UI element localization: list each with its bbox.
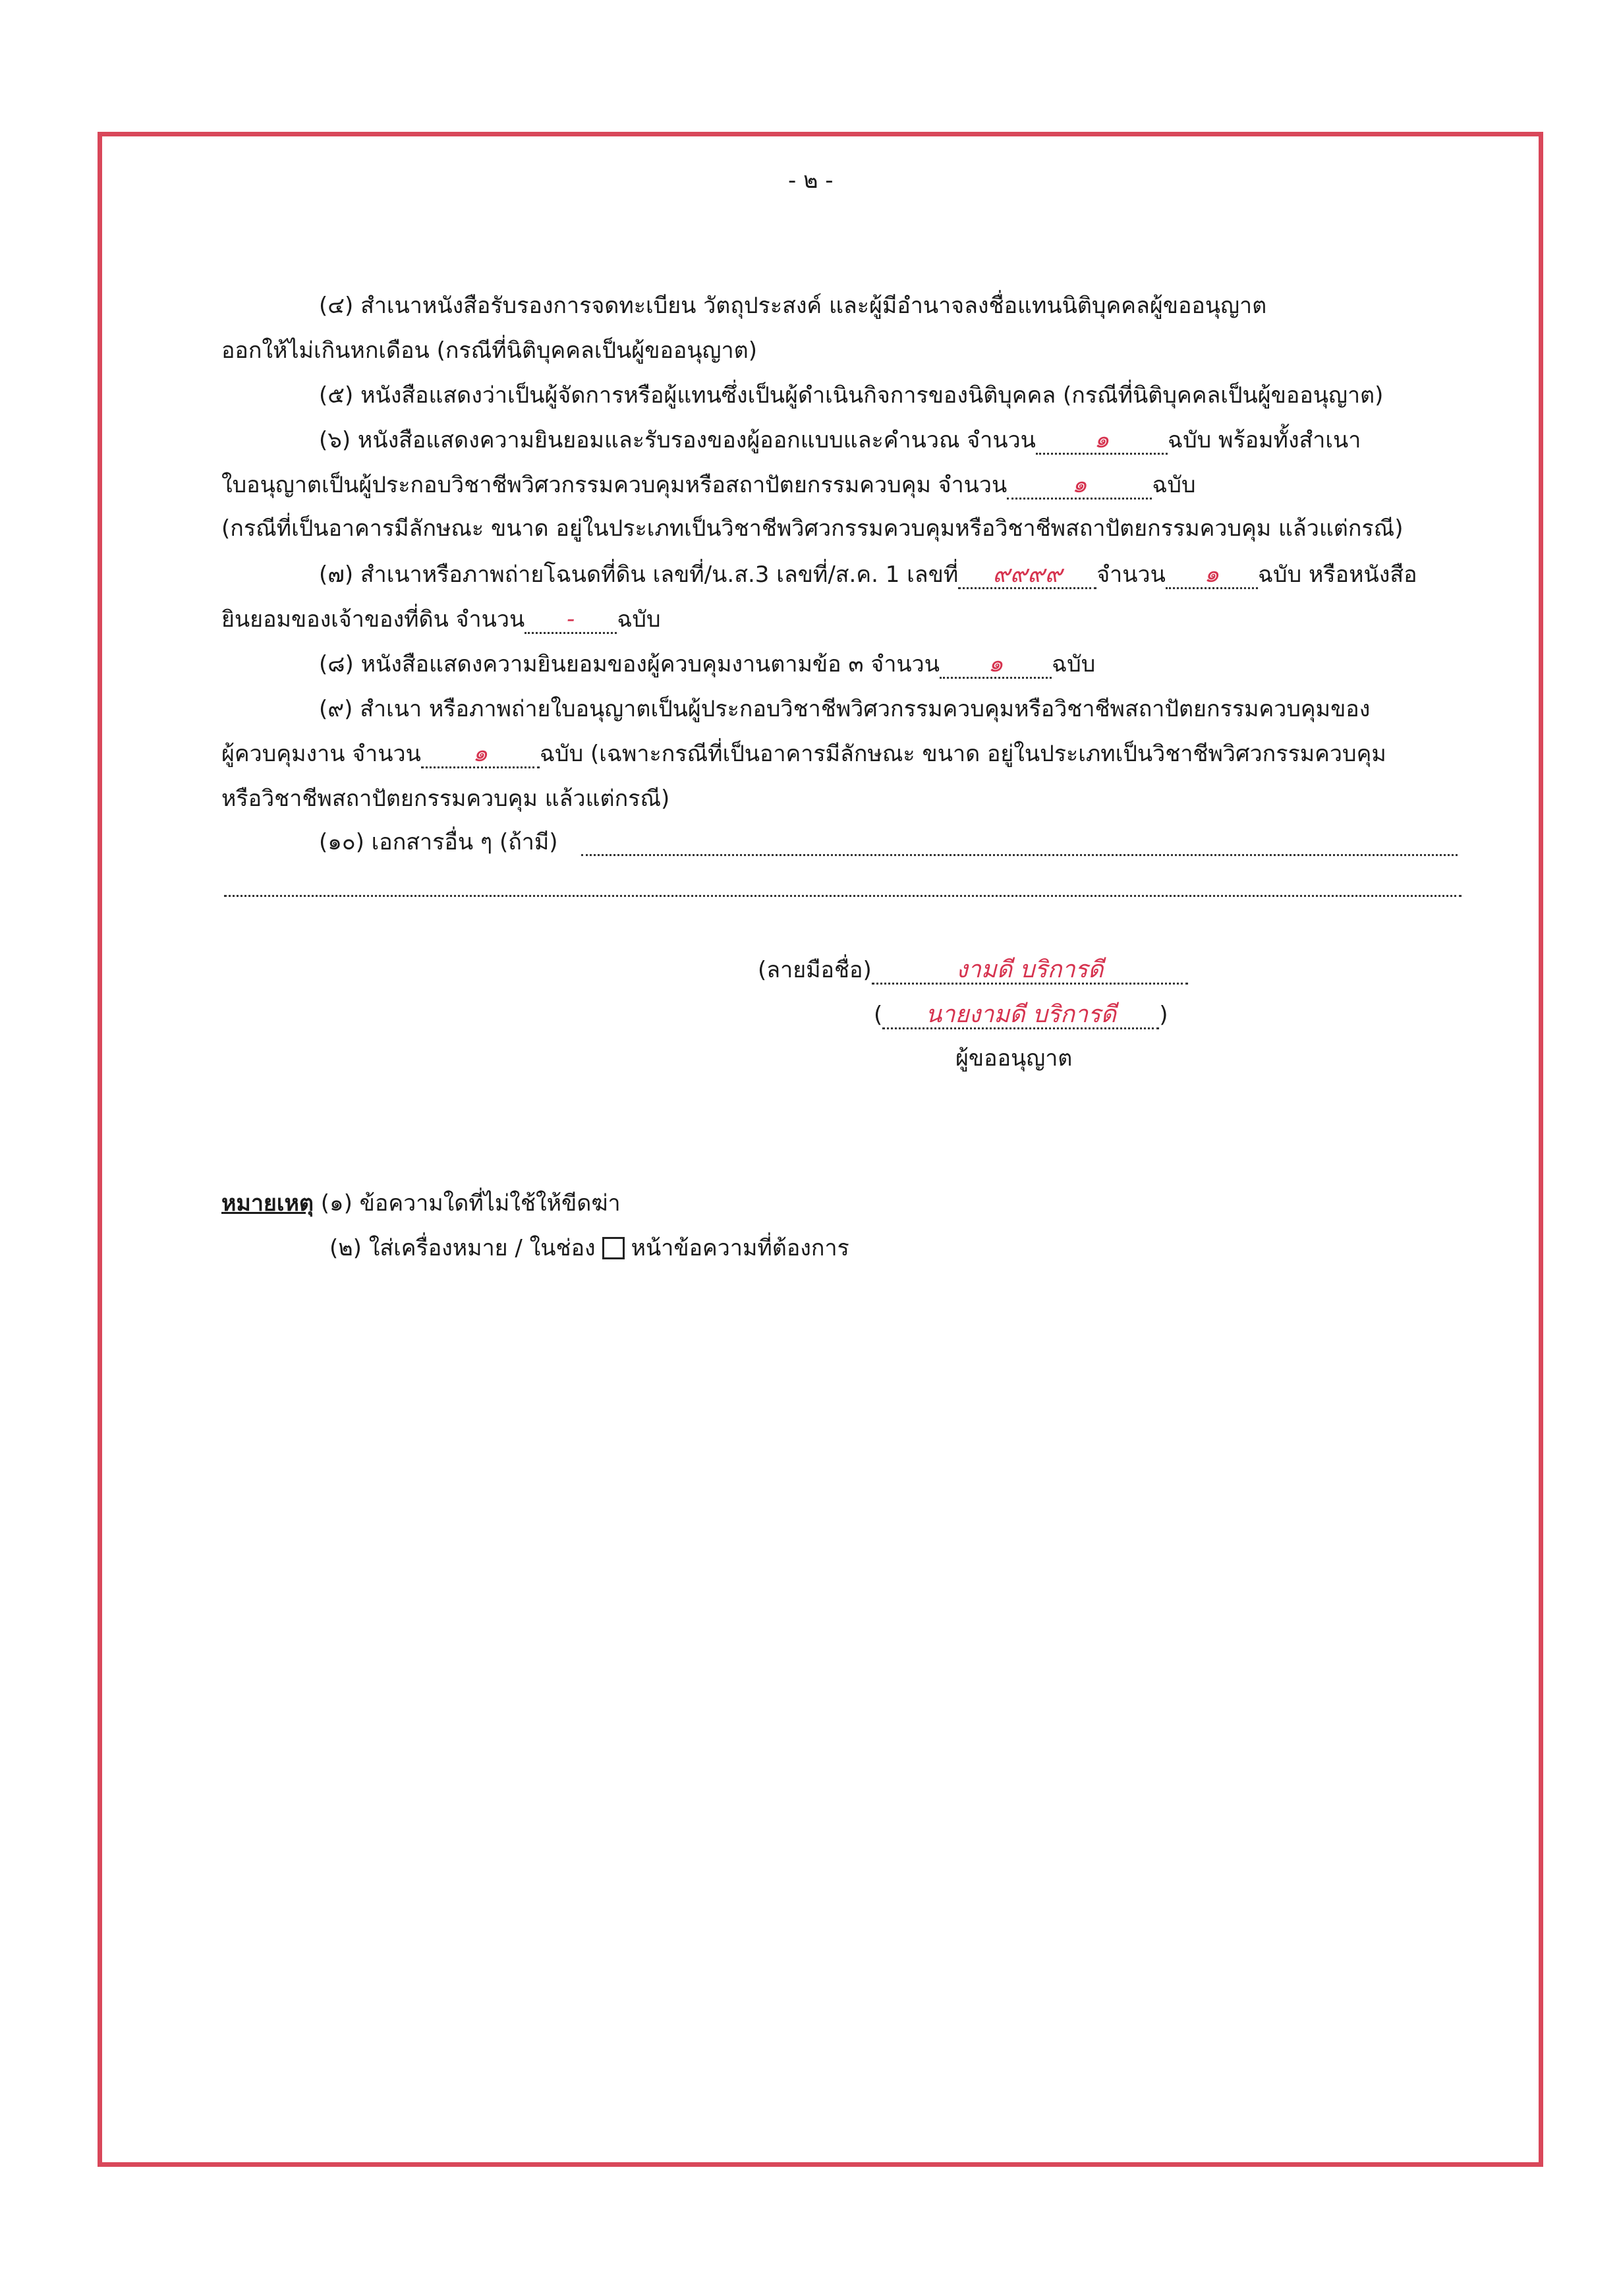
- item-8-count-field[interactable]: ๑: [940, 652, 1052, 679]
- item-4-line1: (๔) สำเนาหนังสือรับรองการจดทะเบียน วัตถุประสงค์ และผู้มีอำนาจลงชื่อแทนนิติบุคคลผู้ขออนุญาต: [319, 293, 1267, 319]
- item-8-text-b: ฉบับ: [1052, 651, 1096, 677]
- remarks-note-2-b: หน้าข้อความที่ต้องการ: [631, 1235, 849, 1261]
- item-7-text-b: จำนวน: [1096, 561, 1166, 588]
- checkbox-icon: [602, 1237, 625, 1259]
- item-6-line1: [319, 426, 1361, 455]
- item-6-text-c: ใบอนุญาตเป็นผู้ประกอบวิชาชีพวิศวกรรมควบคุมหรือสถาปัตยกรรมควบคุม จำนวน: [221, 472, 1008, 498]
- item-6-count-field-2[interactable]: ๑: [1007, 473, 1152, 500]
- applicant-role: ผู้ขออนุญาต: [955, 1045, 1073, 1072]
- printed-name-line: [874, 1000, 1168, 1029]
- item-6-line2: [221, 471, 1196, 500]
- item-9-line1: (๙) สำเนา หรือภาพถ่ายใบอนุญาตเป็นผู้ประกอบวิชาชีพวิศวกรรมควบคุมหรือวิชาชีพสถาปัตยกรรมควบคุมของ: [319, 696, 1371, 722]
- item-7-line2: [221, 605, 661, 634]
- item-6-note: (กรณีที่เป็นอาคารมีลักษณะ ขนาด อยู่ในประเภทเป็นวิชาชีพวิศวกรรมควบคุมหรือวิชาชีพสถาปัตยกรรมควบคุม แล้วแต่กรณี): [221, 515, 1404, 542]
- item-7-text-a: (๗) สำเนาหรือภาพถ่ายโฉนดที่ดิน เลขที่/น.ส.3 เลขที่/ส.ค. 1 เลขที่: [319, 561, 959, 588]
- item-8: [319, 650, 1095, 679]
- item-9-line3: หรือวิชาชีพสถาปัตยกรรมควบคุม แล้วแต่กรณี): [221, 786, 670, 812]
- remarks-heading: หมายเหตุ: [221, 1190, 314, 1217]
- item-7-count-field-2[interactable]: -: [525, 607, 617, 634]
- item-4-line2: ออกให้ไม่เกินหกเดือน (กรณีที่นิติบุคคลเป็นผู้ขออนุญาต): [221, 337, 757, 364]
- item-9-line2: [221, 739, 1386, 768]
- item-7-text-c: ฉบับ หรือหนังสือ: [1257, 561, 1417, 588]
- item-9-text-b: ฉบับ (เฉพาะกรณีที่เป็นอาคารมีลักษณะ ขนาด อยู่ในประเภทเป็นวิชาชีพวิศวกรรมควบคุม: [539, 741, 1386, 767]
- item-6-count-field-1[interactable]: ๑: [1036, 428, 1168, 455]
- remarks-line1: [221, 1189, 621, 1218]
- item-8-text-a: (๘) หนังสือแสดงความยินยอมของผู้ควบคุมงานตามข้อ ๓ จำนวน: [319, 651, 940, 677]
- item-6-text-b: ฉบับ พร้อมทั้งสำเนา: [1167, 427, 1361, 453]
- item-10-fill-line-1[interactable]: [581, 854, 1458, 856]
- signature-line: [758, 956, 1188, 985]
- printed-name-field[interactable]: นายงามดี บริการดี: [882, 1002, 1159, 1029]
- item-10-fill-line-2[interactable]: [224, 895, 1462, 897]
- open-paren: (: [874, 1002, 883, 1028]
- item-10: (๑๐) เอกสารอื่น ๆ (ถ้ามี): [319, 829, 558, 855]
- page-number: - ๒ -: [788, 167, 834, 194]
- remarks-note-1: (๑) ข้อความใดที่ไม่ใช้ให้ขีดฆ่า: [313, 1190, 621, 1217]
- item-7-text-d: ยินยอมของเจ้าของที่ดิน จำนวน: [221, 606, 525, 633]
- signature-field[interactable]: งามดี บริการดี: [872, 958, 1188, 985]
- remarks-line2: [329, 1234, 849, 1263]
- item-7-text-e: ฉบับ: [617, 606, 661, 633]
- close-paren: ): [1159, 1002, 1168, 1028]
- item-5: (๕) หนังสือแสดงว่าเป็นผู้จัดการหรือผู้แทนซึ่งเป็นผู้ดำเนินกิจการของนิติบุคคล (กรณีที่นิติบุคคลเป็นผู้ขออนุญาต): [319, 382, 1384, 409]
- signature-label: (ลายมือชื่อ): [758, 957, 872, 983]
- item-7-count-field-1[interactable]: ๑: [1166, 562, 1258, 589]
- item-7-line1: [319, 560, 1417, 589]
- item-9-count-field[interactable]: ๑: [421, 741, 540, 768]
- item-7-deed-number-field[interactable]: ๙๙๙๙: [958, 562, 1096, 589]
- item-6-text-d: ฉบับ: [1152, 472, 1196, 498]
- item-9-text-a: ผู้ควบคุมงาน จำนวน: [221, 741, 421, 767]
- item-6-text-a: (๖) หนังสือแสดงความยินยอมและรับรองของผู้ออกแบบและคำนวณ จำนวน: [319, 427, 1036, 453]
- remarks-note-2-a: (๒) ใส่เครื่องหมาย / ในช่อง: [329, 1235, 596, 1261]
